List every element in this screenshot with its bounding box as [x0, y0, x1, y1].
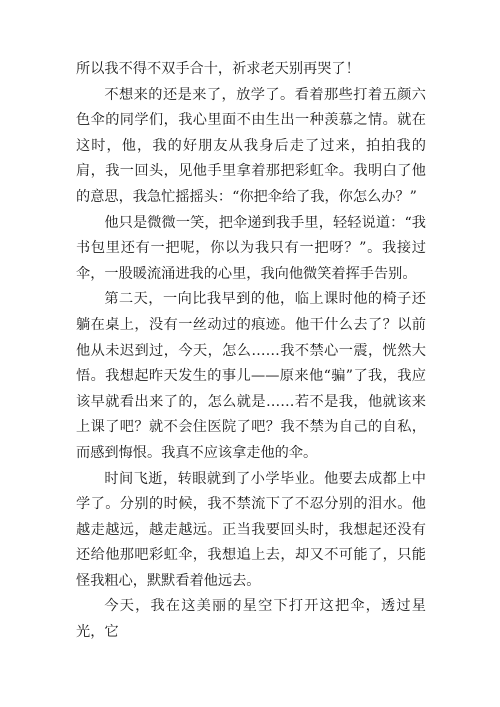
paragraph-4: 第二天，一向比我早到的他，临上课时他的椅子还躺在桌上，没有一丝动过的痕迹。他干什么去了？以前他从未迟到过，今天，怎么……我不禁心一震，恍然大悟。我想起昨天发生的事儿——原来他“骗”了我，我应该早就看出来了的，怎么就是……若不是我，他就该来上课了吧？就不会住医院了吧？我不禁为自己的自私，而感到悔恨。我真不应该拿走他的伞。	[76, 291, 426, 461]
paragraph-2: 不想来的还是来了，放学了。看着那些打着五颜六色伞的同学们，我心里面不由生出一种羡慕之情。就在这时，他，我的好朋友从我身后走了过来，拍拍我的肩，我一回头，见他手里拿着那把彩虹伞。我明白了他的意思，我急忙摇摇头：“你把伞给了我，你怎么办？”	[76, 86, 426, 205]
paragraph-5: 时间飞逝，转眼就到了小学毕业。他要去成都上中学了。分别的时候，我不禁流下了不忍分别的泪水。他越走越远，越走越远。正当我要回头时，我想起还没有还给他那吧彩虹伞，我想追上去，却又不可能了，只能怪我粗心，默默看着他远去。	[76, 470, 426, 589]
document-page	[76, 57, 426, 646]
paragraph-1: 所以我不得不双手合十，祈求老天别再哭了！	[76, 61, 360, 77]
paragraph-6: 今天，我在这美丽的星空下打开这把伞，透过星光，它	[76, 598, 426, 641]
paragraph-3: 他只是微微一笑，把伞递到我手里，轻轻说道：“我书包里还有一把呢，你以为我只有一把呀？”。我接过伞，一股暖流涌进我的心里，我向他微笑着挥手告别。	[76, 214, 426, 282]
